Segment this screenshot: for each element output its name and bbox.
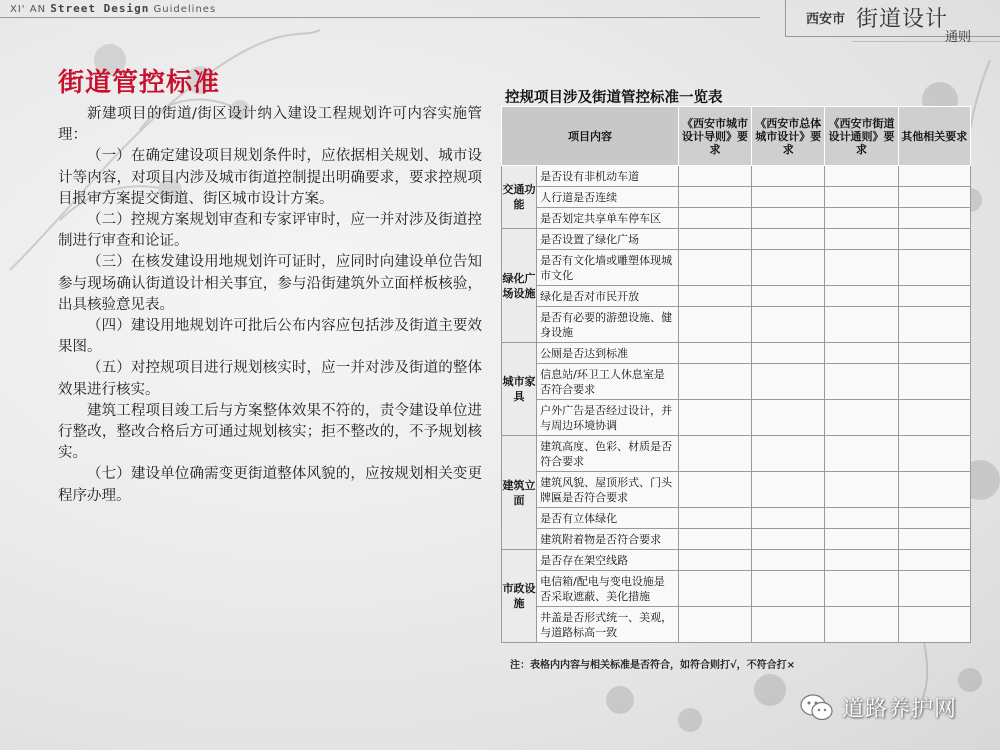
header-box-underline (852, 41, 1000, 42)
check-cell[interactable] (752, 607, 825, 643)
check-cell[interactable] (678, 343, 751, 364)
check-cell[interactable] (898, 343, 970, 364)
check-cell[interactable] (752, 166, 825, 187)
table-row (502, 364, 971, 400)
item-cell: 户外广告是否经过设计，并与周边环境协调 (537, 400, 679, 436)
watermark-text: 道路养护网 (842, 697, 958, 722)
check-cell[interactable] (678, 307, 751, 343)
check-cell[interactable] (825, 607, 898, 643)
table-row (502, 400, 971, 436)
item-cell: 建筑高度、色彩、材质是否符合要求 (537, 436, 679, 472)
check-cell[interactable] (752, 286, 825, 307)
category-cell: 城市家具 (502, 343, 537, 436)
check-cell[interactable] (898, 166, 970, 187)
header-col: 其他相关要求 (898, 107, 970, 166)
check-cell[interactable] (898, 550, 970, 571)
table-row (502, 343, 971, 364)
item-cell: 是否设有非机动车道 (537, 166, 679, 187)
table-row (502, 472, 971, 508)
check-cell[interactable] (898, 286, 970, 307)
check-cell[interactable] (825, 472, 898, 508)
check-cell[interactable] (752, 436, 825, 472)
check-cell[interactable] (752, 208, 825, 229)
check-cell[interactable] (825, 550, 898, 571)
item-cell: 是否设置了绿化广场 (537, 229, 679, 250)
watermark (800, 692, 957, 723)
section-body (58, 104, 482, 507)
check-cell[interactable] (825, 208, 898, 229)
check-cell[interactable] (752, 229, 825, 250)
table-row (502, 550, 971, 571)
check-cell[interactable] (898, 436, 970, 472)
header-city: 西安市 (806, 12, 846, 27)
table-row (502, 166, 971, 187)
check-cell[interactable] (898, 472, 970, 508)
header-box-edge (785, 0, 786, 36)
paragraph: （四）建设用地规划许可批后公布内容应包括涉及街道主要效果图。 (58, 318, 482, 356)
check-cell[interactable] (752, 187, 825, 208)
brand-prefix: XI' AN (10, 4, 47, 15)
item-cell: 是否有立体绿化 (537, 508, 679, 529)
check-cell[interactable] (752, 571, 825, 607)
check-cell[interactable] (752, 508, 825, 529)
paragraph: （二）控规方案规划审查和专家评审时，应一并对涉及街道控制进行审查和论证。 (58, 212, 482, 250)
wechat-icon (800, 693, 834, 723)
check-cell[interactable] (678, 472, 751, 508)
check-cell[interactable] (825, 343, 898, 364)
check-cell[interactable] (825, 286, 898, 307)
paragraph: （一）在确定建设项目规划条件时，应依据相关规划、城市设计等内容，对项目内涉及城市街道控制提出明确要求，要求控规项目报审方案提交街道、街区城市设计方案。 (58, 148, 482, 207)
paragraph: 建筑工程项目竣工后与方案整体效果不符的，责令建设单位进行整改，整改合格后方可通过规划核实；拒不整改的，不予规划核实。 (58, 402, 482, 462)
table-row (502, 436, 971, 472)
check-cell[interactable] (825, 187, 898, 208)
category-cell: 交通功能 (502, 166, 537, 229)
table-row (502, 571, 971, 607)
check-cell[interactable] (825, 571, 898, 607)
check-cell[interactable] (898, 229, 970, 250)
check-cell[interactable] (825, 229, 898, 250)
section-title: 街道管控标准 (58, 68, 221, 98)
check-cell[interactable] (898, 364, 970, 400)
item-cell: 信息站/环卫工人休息室是否符合要求 (537, 364, 679, 400)
check-cell[interactable] (898, 250, 970, 286)
header-col: 《西安市总体城市设计》要求 (752, 107, 825, 166)
check-cell[interactable] (678, 166, 751, 187)
check-cell[interactable] (825, 400, 898, 436)
table-row (502, 508, 971, 529)
item-cell: 建筑附着物是否符合要求 (537, 529, 679, 550)
item-cell: 绿化是否对市民开放 (537, 286, 679, 307)
check-cell[interactable] (825, 250, 898, 286)
brand-suffix: Guidelines (153, 4, 217, 15)
check-cell[interactable] (678, 229, 751, 250)
item-cell: 电信箱/配电与变电设施是否采取遮蔽、美化措施 (537, 571, 679, 607)
check-cell[interactable] (898, 571, 970, 607)
table-row (502, 307, 971, 343)
check-cell[interactable] (678, 286, 751, 307)
header-subtitle: 通则 (945, 30, 972, 45)
item-cell: 建筑风貌、屋顶形式、门头牌匾是否符合要求 (537, 472, 679, 508)
brand-header (10, 2, 216, 15)
item-cell: 人行道是否连续 (537, 187, 679, 208)
check-cell[interactable] (752, 400, 825, 436)
table-row (502, 187, 971, 208)
item-cell: 公厕是否达到标准 (537, 343, 679, 364)
item-cell: 是否有文化墙或雕塑体现城市文化 (537, 250, 679, 286)
check-cell[interactable] (898, 307, 970, 343)
check-cell[interactable] (898, 529, 970, 550)
check-cell[interactable] (898, 208, 970, 229)
header-title: 街道设计 (856, 7, 949, 32)
paragraph: （七）建设单位确需变更街道整体风貌的，应按规划相关变更程序办理。 (58, 466, 482, 504)
paragraph: （五）对控规项目进行规划核实时，应一并对涉及街道的整体效果进行核实。 (58, 360, 482, 398)
table-row (502, 529, 971, 550)
category-cell: 绿化广场设施 (502, 229, 537, 343)
table-row (502, 607, 971, 643)
check-cell[interactable] (678, 529, 751, 550)
check-cell[interactable] (678, 250, 751, 286)
check-cell[interactable] (752, 472, 825, 508)
check-cell[interactable] (825, 364, 898, 400)
check-cell[interactable] (825, 307, 898, 343)
check-cell[interactable] (752, 550, 825, 571)
standards-table (501, 106, 971, 643)
check-cell[interactable] (678, 436, 751, 472)
category-cell: 市政设施 (502, 550, 537, 643)
item-cell: 井盖是否形式统一、美观，与道路标高一致 (537, 607, 679, 643)
header-col: 《西安市城市设计导则》要求 (678, 107, 751, 166)
check-cell[interactable] (678, 508, 751, 529)
check-cell[interactable] (752, 364, 825, 400)
check-cell[interactable] (752, 343, 825, 364)
table-row (502, 250, 971, 286)
header-content: 项目内容 (502, 107, 679, 166)
check-cell[interactable] (825, 166, 898, 187)
paragraph: （三）在核发建设用地规划许可证时，应同时向建设单位告知参与现场确认街道设计相关事宜，参与沿街建筑外立面样板核验，出具核验意见表。 (58, 254, 482, 313)
table-title: 控规项目涉及街道管控标准一览表 (505, 90, 723, 106)
paragraph: 新建项目的街道/街区设计纳入建设工程规划许可内容实施管理： (58, 106, 482, 144)
item-cell: 是否有必要的游憩设施、健身设施 (537, 307, 679, 343)
item-cell: 是否存在架空线路 (537, 550, 679, 571)
check-cell[interactable] (678, 550, 751, 571)
check-cell[interactable] (898, 607, 970, 643)
check-cell[interactable] (678, 208, 751, 229)
table-note: 注：表格内内容与相关标准是否符合，如符合则打√，不符合打× (510, 660, 796, 671)
check-cell[interactable] (678, 400, 751, 436)
check-cell[interactable] (678, 364, 751, 400)
check-cell[interactable] (825, 529, 898, 550)
check-cell[interactable] (898, 400, 970, 436)
check-cell[interactable] (752, 307, 825, 343)
table-header-row (502, 107, 971, 166)
check-cell[interactable] (825, 508, 898, 529)
check-cell[interactable] (825, 436, 898, 472)
check-cell[interactable] (752, 250, 825, 286)
brand-name: Street Design (50, 2, 150, 15)
header-col: 《西安市街道设计通则》要求 (825, 107, 898, 166)
table-row (502, 229, 971, 250)
check-cell[interactable] (678, 187, 751, 208)
check-cell[interactable] (678, 571, 751, 607)
check-cell[interactable] (678, 607, 751, 643)
category-cell: 建筑立面 (502, 436, 537, 550)
check-cell[interactable] (752, 529, 825, 550)
check-cell[interactable] (898, 508, 970, 529)
item-cell: 是否划定共享单车停车区 (537, 208, 679, 229)
table-row (502, 208, 971, 229)
check-cell[interactable] (898, 187, 970, 208)
table-row (502, 286, 971, 307)
header-divider (0, 17, 760, 18)
